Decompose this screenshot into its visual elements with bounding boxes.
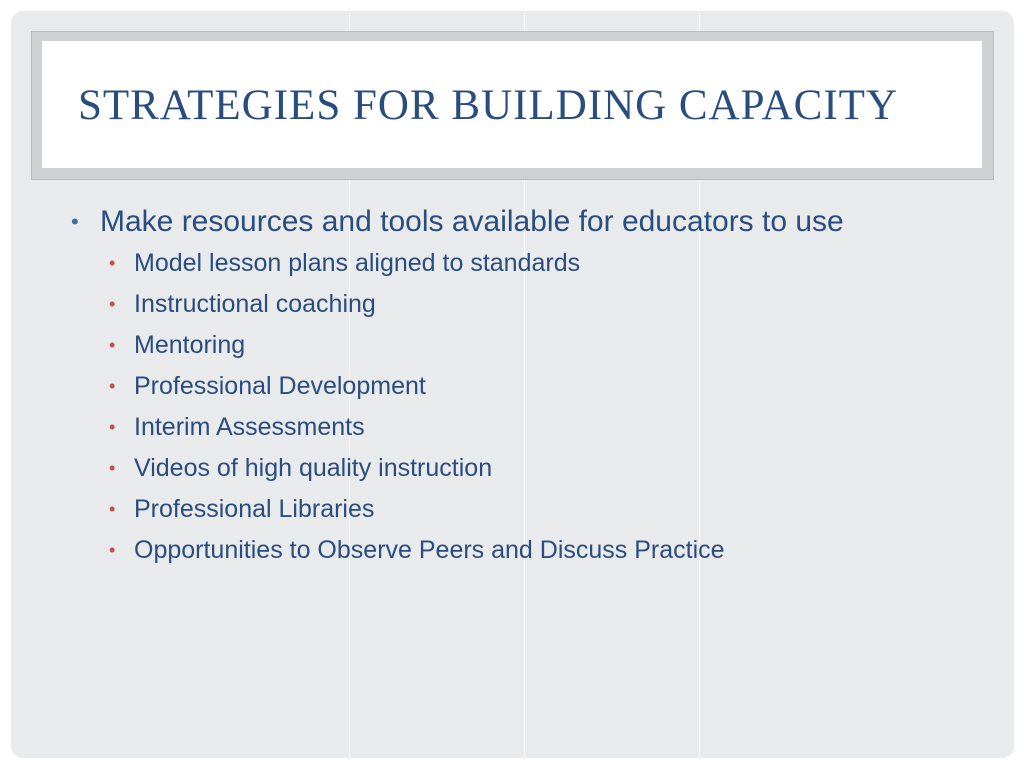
sub-bullet-list xyxy=(71,243,981,571)
main-bullet xyxy=(71,201,981,243)
bullet-icon: • xyxy=(71,209,79,234)
sub-bullet xyxy=(109,448,981,489)
sub-bullet xyxy=(109,407,981,448)
title-box xyxy=(42,41,982,168)
bullet-icon: • xyxy=(109,417,116,437)
main-bullet-text: Make resources and tools available for educators to use xyxy=(100,205,844,238)
sub-bullet-text: Opportunities to Observe Peers and Discuss Practice xyxy=(134,536,725,564)
sub-bullet xyxy=(109,366,981,407)
bullet-icon: • xyxy=(109,499,116,519)
sub-bullet-text: Videos of high quality instruction xyxy=(134,454,493,482)
bullet-icon: • xyxy=(109,253,116,273)
slide xyxy=(11,11,1014,758)
sub-bullet xyxy=(109,284,981,325)
sub-bullet-text: Professional Development xyxy=(134,372,426,400)
sub-bullet-text: Model lesson plans aligned to standards xyxy=(134,249,581,277)
bullet-icon: • xyxy=(109,376,116,396)
bullet-icon: • xyxy=(109,335,116,355)
bullet-icon: • xyxy=(109,458,116,478)
slide-title: STRATEGIES FOR BUILDING CAPACITY xyxy=(78,82,899,129)
sub-bullet xyxy=(109,325,981,366)
sub-bullet-text: Professional Libraries xyxy=(134,495,375,523)
sub-bullet xyxy=(109,243,981,284)
sub-bullet-text: Interim Assessments xyxy=(134,413,365,441)
sub-bullet-text: Mentoring xyxy=(134,331,246,359)
title-frame xyxy=(31,31,994,180)
sub-bullet xyxy=(109,489,981,530)
slide-content xyxy=(71,201,981,571)
bullet-icon: • xyxy=(109,540,116,560)
sub-bullet-text: Instructional coaching xyxy=(134,290,376,318)
bullet-icon: • xyxy=(109,294,116,314)
sub-bullet xyxy=(109,530,981,571)
